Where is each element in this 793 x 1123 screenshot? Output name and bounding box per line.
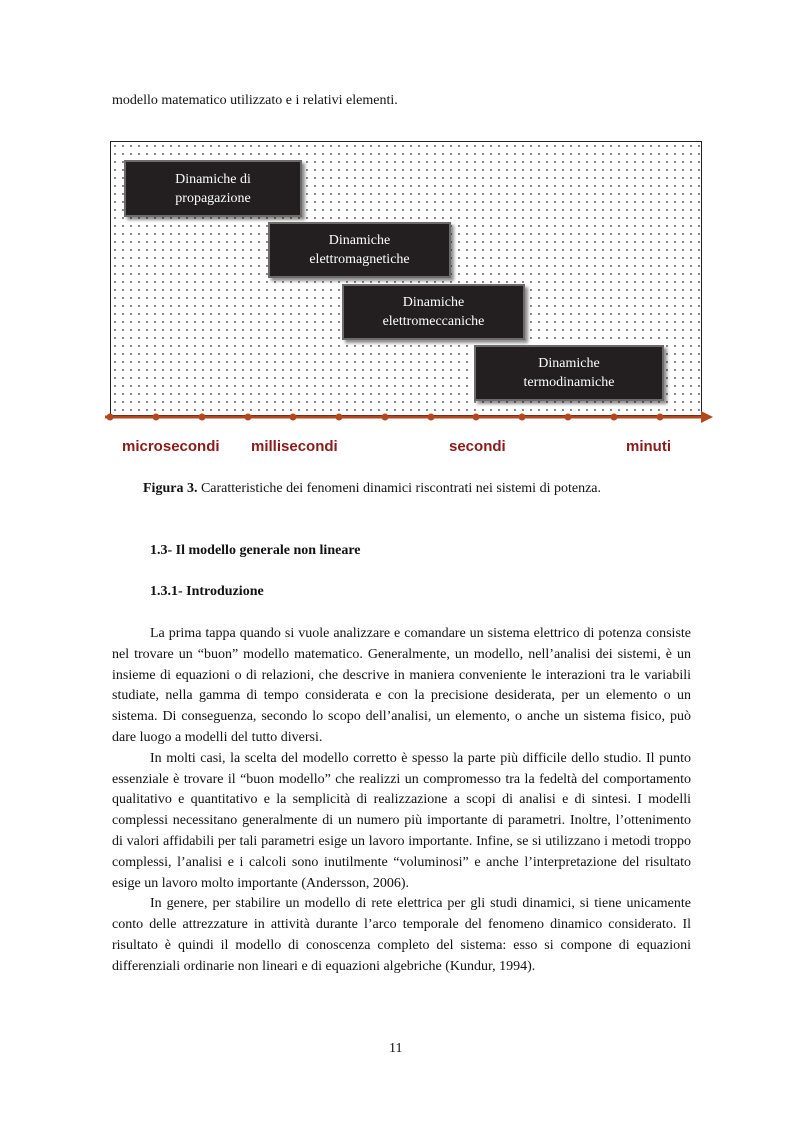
box-thermodynamic-dynamics: Dinamiche termodinamiche [474,345,664,401]
body-text [112,624,691,978]
box-electromagnetic-dynamics: Dinamiche elettromagnetiche [268,222,451,278]
page-number: 11 [389,1041,403,1056]
dynamics-figure [110,141,702,416]
paragraph: In genere, per stabilire un modello di rete elettrica per gli studi dinamici, si tiene unicamente conto delle attrezzature in attività durante l’arco temporale del fenomeno dinamico considerato. Il risultato è quindi il modello di conoscenza completo del sistema: esso si compone di equazioni differenziali ordinarie non lineari e di equazioni algebriche (Kundur, 1994). [112,896,691,974]
subsection-heading: 1.3.1- Introduzione [150,584,264,599]
scale-label-microseconds: microsecondi [122,438,220,455]
scale-label-minutes: minuti [626,438,671,455]
box-propagation-dynamics: Dinamiche di propagazione [124,160,302,217]
figure-caption [143,481,601,497]
scale-label-seconds: secondi [449,438,506,455]
section-heading: 1.3- Il modello generale non lineare [150,543,361,558]
caption-text: Caratteristiche dei fenomeni dinamici riscontrati nei sistemi di potenza. [197,481,601,496]
scale-label-milliseconds: millisecondi [251,438,338,455]
paragraph: In molti casi, la scelta del modello corretto è spesso la parte più difficile dello studio. Il punto essenziale è trovare il “buon modello” che realizzi un compromesso tra la fedeltà del comportamento qualitativo e quantitativo e la semplicità di realizzazione a scopi di analisi e di sintesi. I modelli complessi necessitano generalmente di un numero più importante di parametri. Inoltre, l’ottenimento di valori affidabili per tali parametri esige un lavoro importante. Infine, se si utilizzano i metodi troppo complessi, l’analisi e i calcoli sono inutilmente “voluminosi” e anche l’interpretazione del risultato esige un lavoro molto importante (Andersson, 2006). [112,750,691,891]
intro-line: modello matematico utilizzato e i relativi elementi. [112,93,398,108]
caption-label: Figura 3. [143,481,198,496]
box-electromechanical-dynamics: Dinamiche elettromeccaniche [342,284,525,340]
paragraph: La prima tappa quando si vuole analizzare e comandare un sistema elettrico di potenza consiste nel trovare un “buon” modello matematico. Generalmente, un modello, nell’analisi dei sistemi, è un insieme di equazioni o di relazioni, che descrive in maniera conveniente le interazioni tra le variabili studiate, nella gamma di tempo considerata e con la precisione desiderata, per un elemento o un sistema. Di conseguenza, secondo lo scopo dell’analisi, un elemento, o anche un sistema fisico, può dare luogo a modelli del tutto diversi. [112,626,691,745]
time-axis [105,405,715,429]
